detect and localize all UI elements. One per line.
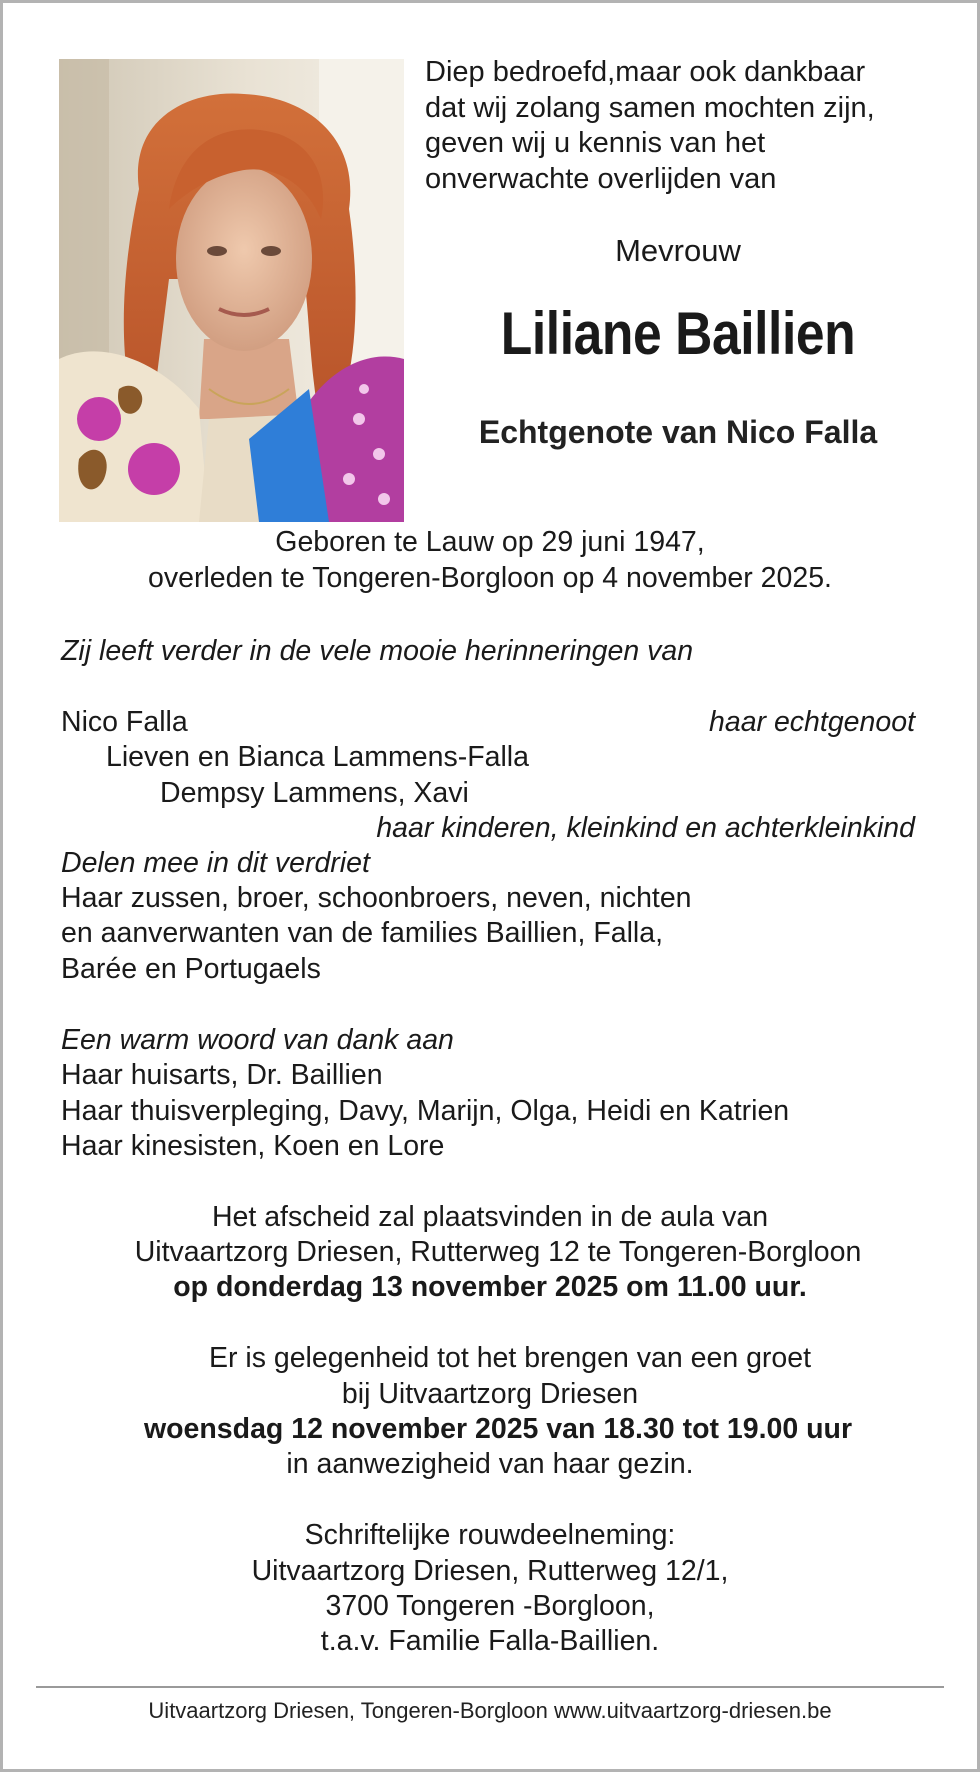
grandchildren-names: Dempsy Lammens, Xavi — [160, 777, 469, 809]
intro-line: onverwachte overlijden van — [425, 162, 777, 195]
greeting-location: bij Uitvaartzorg Driesen — [341, 1378, 639, 1410]
intro-text — [425, 55, 945, 197]
footer-divider — [36, 1686, 944, 1688]
greeting-line: Er is gelegenheid tot het brengen van een groet — [208, 1342, 812, 1374]
children-names: Lieven en Bianca Lammens-Falla — [106, 741, 529, 773]
deceased-title: Mevrouw — [615, 233, 741, 268]
family-line: Barée en Portugaels — [61, 953, 321, 985]
greeting-presence: in aanwezigheid van haar gezin. — [286, 1448, 694, 1480]
children-role: haar kinderen, kleinkind en achterkleinkind — [376, 812, 915, 844]
farewell-date: op donderdag 13 november 2025 om 11.00 uur. — [173, 1271, 807, 1303]
intro-line: Diep bedroefd,maar ook dankbaar — [425, 56, 866, 88]
thanks-line: Haar thuisverpleging, Davy, Marijn, Olga, Heidi en Katrien — [61, 1095, 790, 1127]
deceased-name: Liliane Baillien — [500, 300, 856, 367]
memories-heading: Zij leeft verder in de vele mooie herinneringen van — [61, 635, 694, 667]
birth-line: Geboren te Lauw op 29 juni 1947, — [275, 526, 705, 558]
thanks-heading: Een warm woord van dank aan — [61, 1024, 454, 1056]
intro-line: dat wij zolang samen mochten zijn, — [425, 91, 875, 124]
footer-text: Uitvaartzorg Driesen, Tongeren-Borgloon www.uitvaartzorg-driesen.be — [148, 1698, 832, 1723]
share-heading: Delen mee in dit verdriet — [61, 847, 370, 879]
greeting-date: woensdag 12 november 2025 van 18.30 tot 19.00 uur — [143, 1413, 853, 1445]
husband-role: haar echtgenoot — [709, 706, 915, 738]
portrait-photo — [59, 59, 404, 522]
farewell-line: Het afscheid zal plaatsvinden in de aula van — [211, 1201, 769, 1233]
family-line: Haar zussen, broer, schoonbroers, neven, nichten — [61, 882, 692, 914]
family-line: en aanverwanten van de families Baillien, Falla, — [61, 917, 664, 949]
portrait-illustration — [59, 59, 404, 522]
thanks-line: Haar huisarts, Dr. Baillien — [61, 1059, 383, 1091]
condolence-line: t.a.v. Familie Falla-Baillien. — [320, 1625, 660, 1657]
thanks-line: Haar kinesisten, Koen en Lore — [61, 1130, 445, 1162]
condolence-line: Schriftelijke rouwdeelneming: — [304, 1519, 676, 1551]
death-line: overleden te Tongeren-Borgloon op 4 november 2025. — [148, 562, 832, 594]
deceased-spouse: Echtgenote van Nico Falla — [478, 414, 878, 450]
condolence-line: 3700 Tongeren -Borgloon, — [325, 1590, 655, 1622]
intro-line: geven wij u kennis van het — [425, 127, 766, 159]
condolence-line: Uitvaartzorg Driesen, Rutterweg 12/1, — [251, 1555, 729, 1587]
farewell-location: Uitvaartzorg Driesen, Rutterweg 12 te Tongeren-Borgloon — [134, 1236, 862, 1268]
husband-name: Nico Falla — [61, 706, 188, 738]
